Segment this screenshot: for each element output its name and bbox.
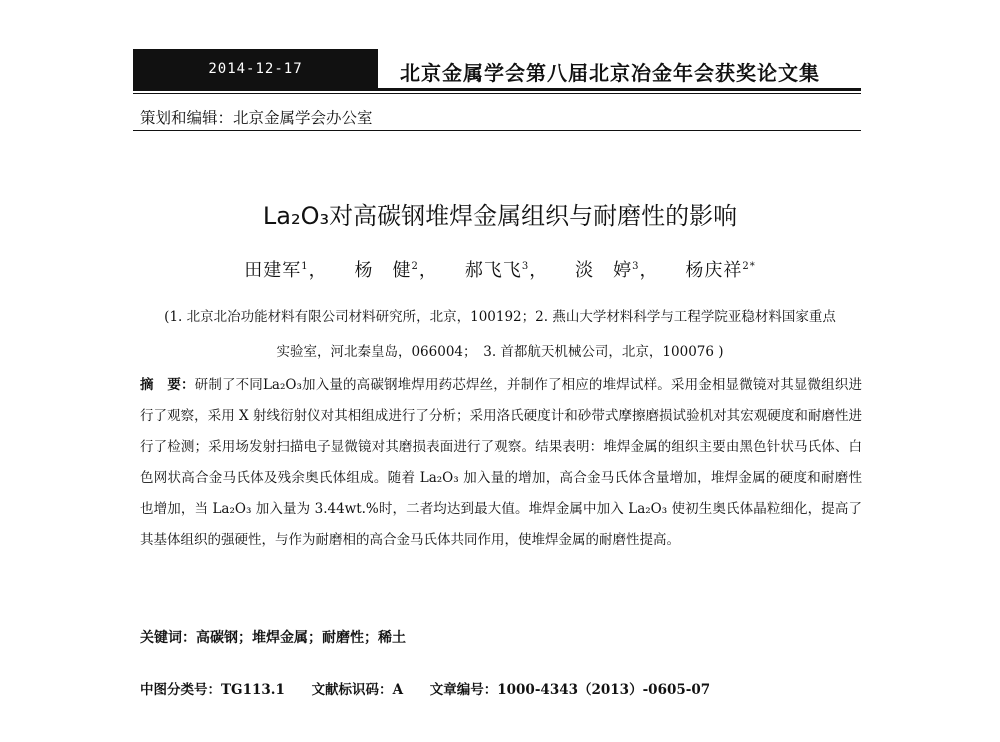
abstract — [140, 370, 862, 556]
affiliation-line-2: 实验室，河北秦皇岛，066004； 3. 首都航天机械公司，北京，100076 ) — [276, 344, 724, 360]
clc-label: 中图分类号： — [140, 682, 221, 698]
author: 淡 婷$^3$ — [575, 260, 640, 281]
keywords-label: 关键词： — [140, 630, 196, 646]
doc-code-value: A — [392, 682, 404, 698]
affiliation-line-1: (1. 北京北冶功能材料有限公司材料研究所，北京，100192；2. 燕山大学材料科学与工程学院亚稳材料国家重点 — [164, 309, 836, 325]
header-rule-thick — [133, 88, 861, 91]
author: 郝飞飞$^3$ — [464, 260, 530, 281]
keywords — [140, 627, 406, 647]
keywords-text: 高碳钢；堆焊金属；耐磨性；稀土 — [196, 630, 406, 646]
date-stamp — [133, 49, 378, 89]
author-list: 田建军$^1$， 杨 健$^2$， 郝飞飞$^3$， 淡 婷$^3$， 杨庆祥$^{2*}$ — [244, 260, 756, 281]
author: 杨庆祥$^{2*}$ — [685, 260, 756, 281]
editor-line: 策划和编辑：北京金属学会办公室 — [140, 109, 373, 127]
author: 田建军$^1$ — [244, 260, 309, 281]
date-stamp-text: 2014-12-17 — [208, 61, 303, 77]
clc-value: TG113.1 — [221, 682, 285, 698]
article-title: La₂O₃对高碳钢堆焊金属组织与耐磨性的影响 — [262, 202, 738, 230]
header-rule-thin — [133, 93, 861, 94]
article-no-label: 文章编号： — [429, 682, 498, 698]
author: 杨 健$^2$ — [354, 260, 419, 281]
abstract-label: 摘 要： — [140, 377, 195, 393]
proceedings-title: 北京金属学会第八届北京冶金年会获奖论文集 — [400, 61, 820, 85]
abstract-text: 研制了不同La₂O₃加入量的高碳钢堆焊用药芯焊丝，并制作了相应的堆焊试样。采用金相显微镜对其显微组织进行了观察，采用 X 射线衍射仪对其相组成进行了分析；采用洛氏硬度计和砂带式摩擦磨损试验机对其宏观硬度和耐磨性进行了检测；采用场发射扫描电子显微镜对其磨损表面进行了观察。结果表明：堆焊金属的组织主要由黑色针状马氏体、白色网状高合金马氏体及残余奥氏体组成。随着 La₂O₃ 加入量的增加，高合金马氏体含量增加，堆焊金属的硬度和耐磨性也增加，当 La₂O₃ 加入量为 3.44wt.%时，二者均达到最大值。堆焊金属中加入 La₂O₃ 使初生奥氏体晶粒细化，提高了其基体组织的强硬性，与作为耐磨相的高合金马氏体共同作用，使堆焊金属的耐磨性提高。 — [140, 377, 863, 548]
article-no-value: 1000-4343（2013）-0605-07 — [497, 682, 711, 698]
classification-line — [140, 678, 710, 698]
doc-code-label: 文献标识码： — [311, 682, 393, 698]
editor-rule — [133, 130, 861, 131]
